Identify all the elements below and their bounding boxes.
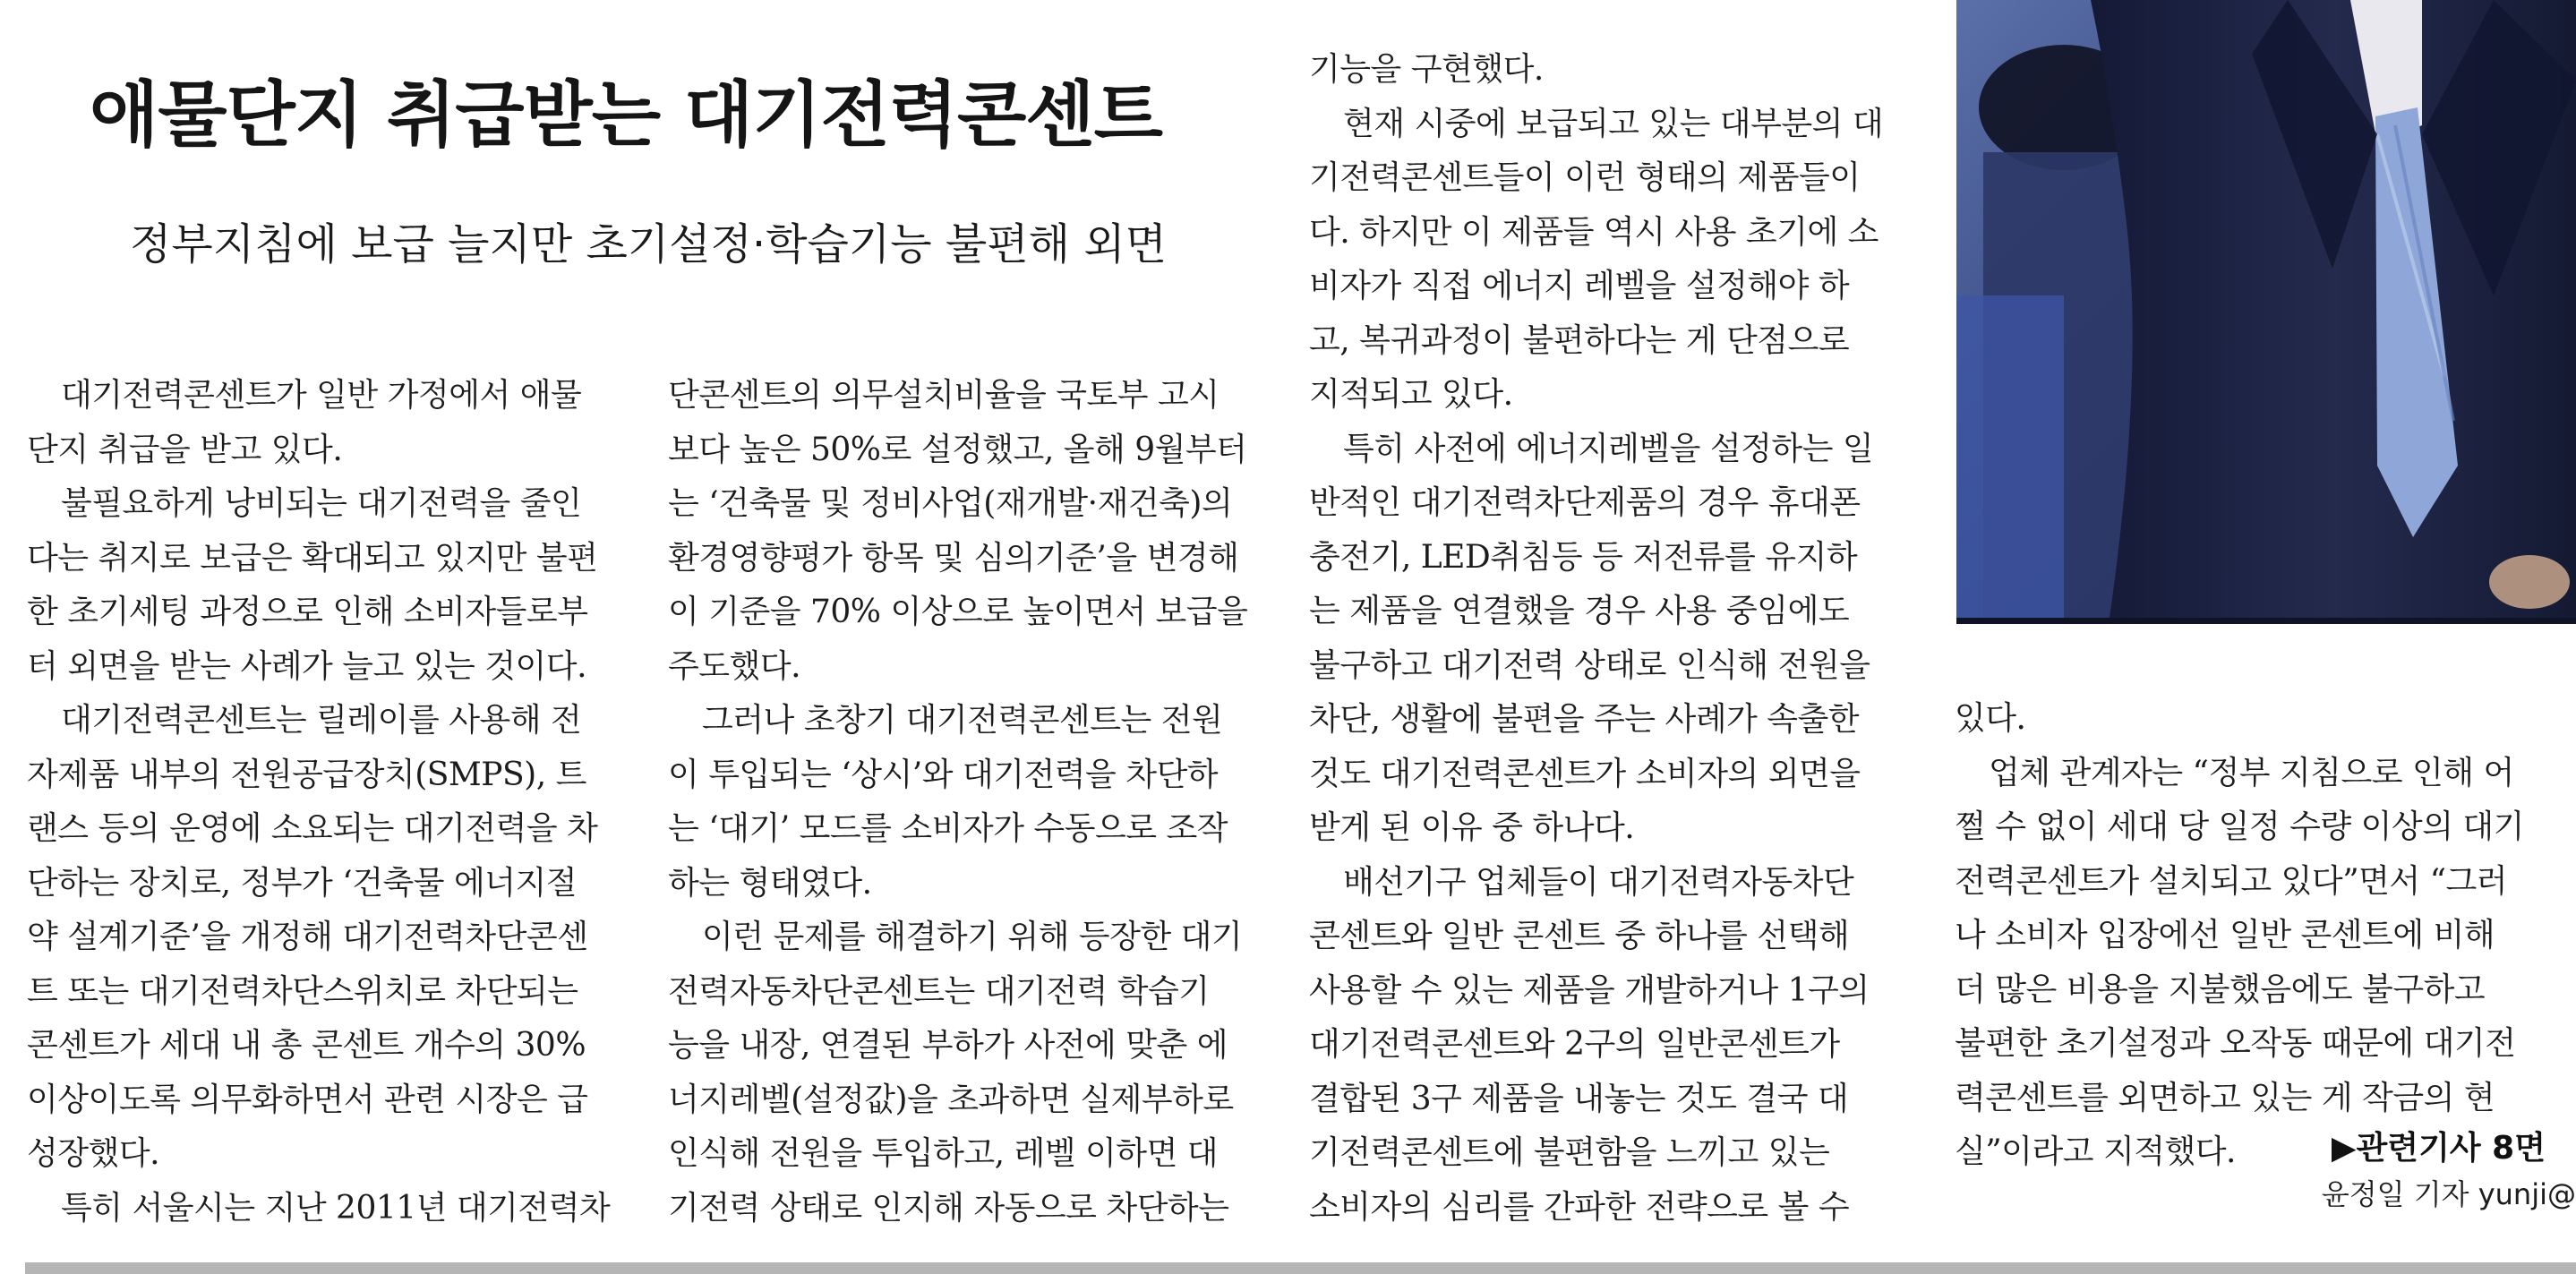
article-line: 충전기, LED취침등 등 저전류를 유지하 (1309, 538, 1858, 576)
article-line: 너지레벨(설정값)을 초과하면 실제부하로 (668, 1081, 1234, 1118)
article-line: 소비자의 심리를 간파한 전략으로 볼 수 (1309, 1188, 1850, 1226)
article-line: 기능을 구현했다. (1309, 51, 1544, 88)
article-line: 한 초기세팅 과정으로 인해 소비자들로부 (27, 594, 588, 630)
article-line: 지적되고 있다. (1309, 376, 1513, 413)
article-line: 기전력콘센트들이 이런 형태의 제품들이 (1309, 159, 1861, 196)
article-line: 이상이도록 의무화하면서 관련 시장은 급 (27, 1081, 588, 1118)
article-line: 약 설계기준’을 개정해 대기전력차단콘센 (27, 919, 588, 955)
article-line: 대기전력콘센트와 2구의 일반콘센트가 (1309, 1026, 1840, 1063)
article-line: 단콘센트의 의무설치비율을 국토부 고시 (668, 377, 1220, 414)
article-line: 고, 복귀과정이 불편하다는 게 단점으로 (1309, 321, 1850, 359)
article-line: 는 ‘건축물 및 정비사업(재개발·재건축)의 (668, 485, 1233, 522)
article-line: 실”이라고 지적했다. (1955, 1133, 2236, 1170)
article-line: 불구하고 대기전력 상태로 인식해 전원을 (1309, 646, 1870, 684)
article-line: 비자가 직접 에너지 레벨을 설정해야 하 (1309, 268, 1850, 304)
article-line: 있다. (1955, 700, 2026, 737)
article-line: 것도 대기전력콘센트가 소비자의 외면을 (1309, 755, 1861, 792)
article-line: 불필요하게 낭비되는 대기전력을 줄인 (61, 485, 582, 522)
article-line: 능을 내장, 연결된 부하가 사전에 맞춘 에 (668, 1027, 1228, 1064)
article-line: 다는 취지로 보급은 확대되고 있지만 불편 (27, 539, 598, 577)
article-line: 자제품 내부의 전원공급장치(SMPS), 트 (27, 756, 586, 793)
article-column-1 (27, 369, 618, 1236)
article-line: 더 많은 비용을 지불했음에도 불구하고 (1955, 970, 2486, 1008)
article-line: 차단, 생활에 불편을 주는 사례가 속출한 (1309, 701, 1860, 738)
related-article-link[interactable]: ▶관련기사 8면 (2331, 1130, 2546, 1167)
reporter-byline: 윤정일 기자 yunji@ (2321, 1177, 2576, 1211)
article-line: 콘센트가 세대 내 총 콘센트 개수의 30% (27, 1027, 586, 1064)
article-line: 터 외면을 받는 사례가 늘고 있는 것이다. (27, 647, 587, 685)
article-line: 콘센트와 일반 콘센트 중 하나를 선택해 (1309, 918, 1850, 954)
article-column-2 (668, 369, 1259, 1236)
article-line: 는 ‘대기’ 모드를 소비자가 수동으로 조작 (668, 810, 1228, 847)
bottom-rule (25, 1262, 2576, 1274)
article-line: 이 기준을 70% 이상으로 높이면서 보급을 (668, 594, 1248, 630)
article-line: 는 제품을 연결했을 경우 사용 중임에도 (1309, 593, 1850, 629)
related-article-row (1955, 1122, 2546, 1176)
article-line: 력콘센트를 외면하고 있는 게 작금의 현 (1955, 1079, 2495, 1116)
article-line: 받게 된 이유 중 하나다. (1309, 809, 1635, 846)
article-line: 반적인 대기전력차단제품의 경우 휴대폰 (1309, 484, 1861, 521)
article-line: 하는 형태였다. (668, 864, 872, 902)
article-line: 그러나 초창기 대기전력콘센트는 전원 (702, 702, 1223, 739)
article-line: 결합된 3구 제품을 내놓는 것도 결국 대 (1309, 1080, 1849, 1117)
article-line: 환경영향평가 항목 및 심의기준’을 변경해 (668, 539, 1239, 577)
article-line: 성장했다. (27, 1135, 160, 1172)
headline: 애물단지 취급받는 대기전력콘센트 (90, 73, 1162, 157)
article-line: 기전력콘센트에 불편함을 느끼고 있는 (1309, 1134, 1830, 1171)
article-column-4 (1955, 692, 2546, 1180)
article-line: 불편한 초기설정과 오작동 때문에 대기전 (1955, 1025, 2516, 1062)
photo-illustration (1956, 0, 2576, 624)
article-line: 단하는 장치로, 정부가 ‘건축물 에너지절 (27, 864, 578, 902)
article-line: 이런 문제를 해결하기 위해 등장한 대기 (702, 919, 1243, 955)
article-line: 기전력 상태로 인지해 자동으로 차단하는 (668, 1189, 1229, 1227)
article-line: 단지 취급을 받고 있다. (27, 431, 343, 468)
article-line: 보다 높은 50%로 설정했고, 올해 9월부터 (668, 431, 1247, 468)
article-line: 전력자동차단콘센트는 대기전력 학습기 (668, 972, 1210, 1010)
article-line: 트 또는 대기전력차단스위치로 차단되는 (27, 972, 578, 1010)
article-photo (1956, 0, 2576, 624)
article-line: 나 소비자 입장에선 일반 콘센트에 비해 (1955, 917, 2495, 953)
article-line: 주도했다. (668, 647, 801, 685)
article-column-3 (1309, 43, 1900, 1235)
article-line: 이 투입되는 ‘상시’와 대기전력을 차단하 (668, 756, 1219, 793)
article-line: 인식해 전원을 투입하고, 레벨 이하면 대 (668, 1135, 1219, 1172)
article-line: 배선기구 업체들이 대기전력자동차단 (1343, 863, 1854, 901)
subheadline: 정부지침에 보급 늘지만 초기설정·학습기능 불편해 외면 (130, 219, 1168, 269)
article-line: 대기전력콘센트가 일반 가정에서 애물 (61, 377, 582, 414)
article-line: 사용할 수 있는 제품을 개발하거나 1구의 (1309, 971, 1870, 1009)
article-line: 특히 서울시는 지난 2011년 대기전력차 (61, 1189, 611, 1227)
article-line: 랜스 등의 운영에 소요되는 대기전력을 차 (27, 810, 598, 847)
article-line: 전력콘센트가 설치되고 있다”면서 “그러 (1955, 862, 2508, 900)
article-line: 현재 시중에 보급되고 있는 대부분의 대 (1343, 105, 1884, 142)
article-line: 업체 관계자는 “정부 지침으로 인해 어 (1989, 754, 2514, 791)
article-line: 특히 사전에 에너지레벨을 설정하는 일 (1343, 430, 1874, 467)
article-line: 다. 하지만 이 제품들 역시 사용 초기에 소 (1309, 213, 1879, 251)
article-line: 쩔 수 없이 세대 당 일정 수량 이상의 대기 (1955, 808, 2524, 845)
article-line: 대기전력콘센트는 릴레이를 사용해 전 (61, 702, 582, 739)
